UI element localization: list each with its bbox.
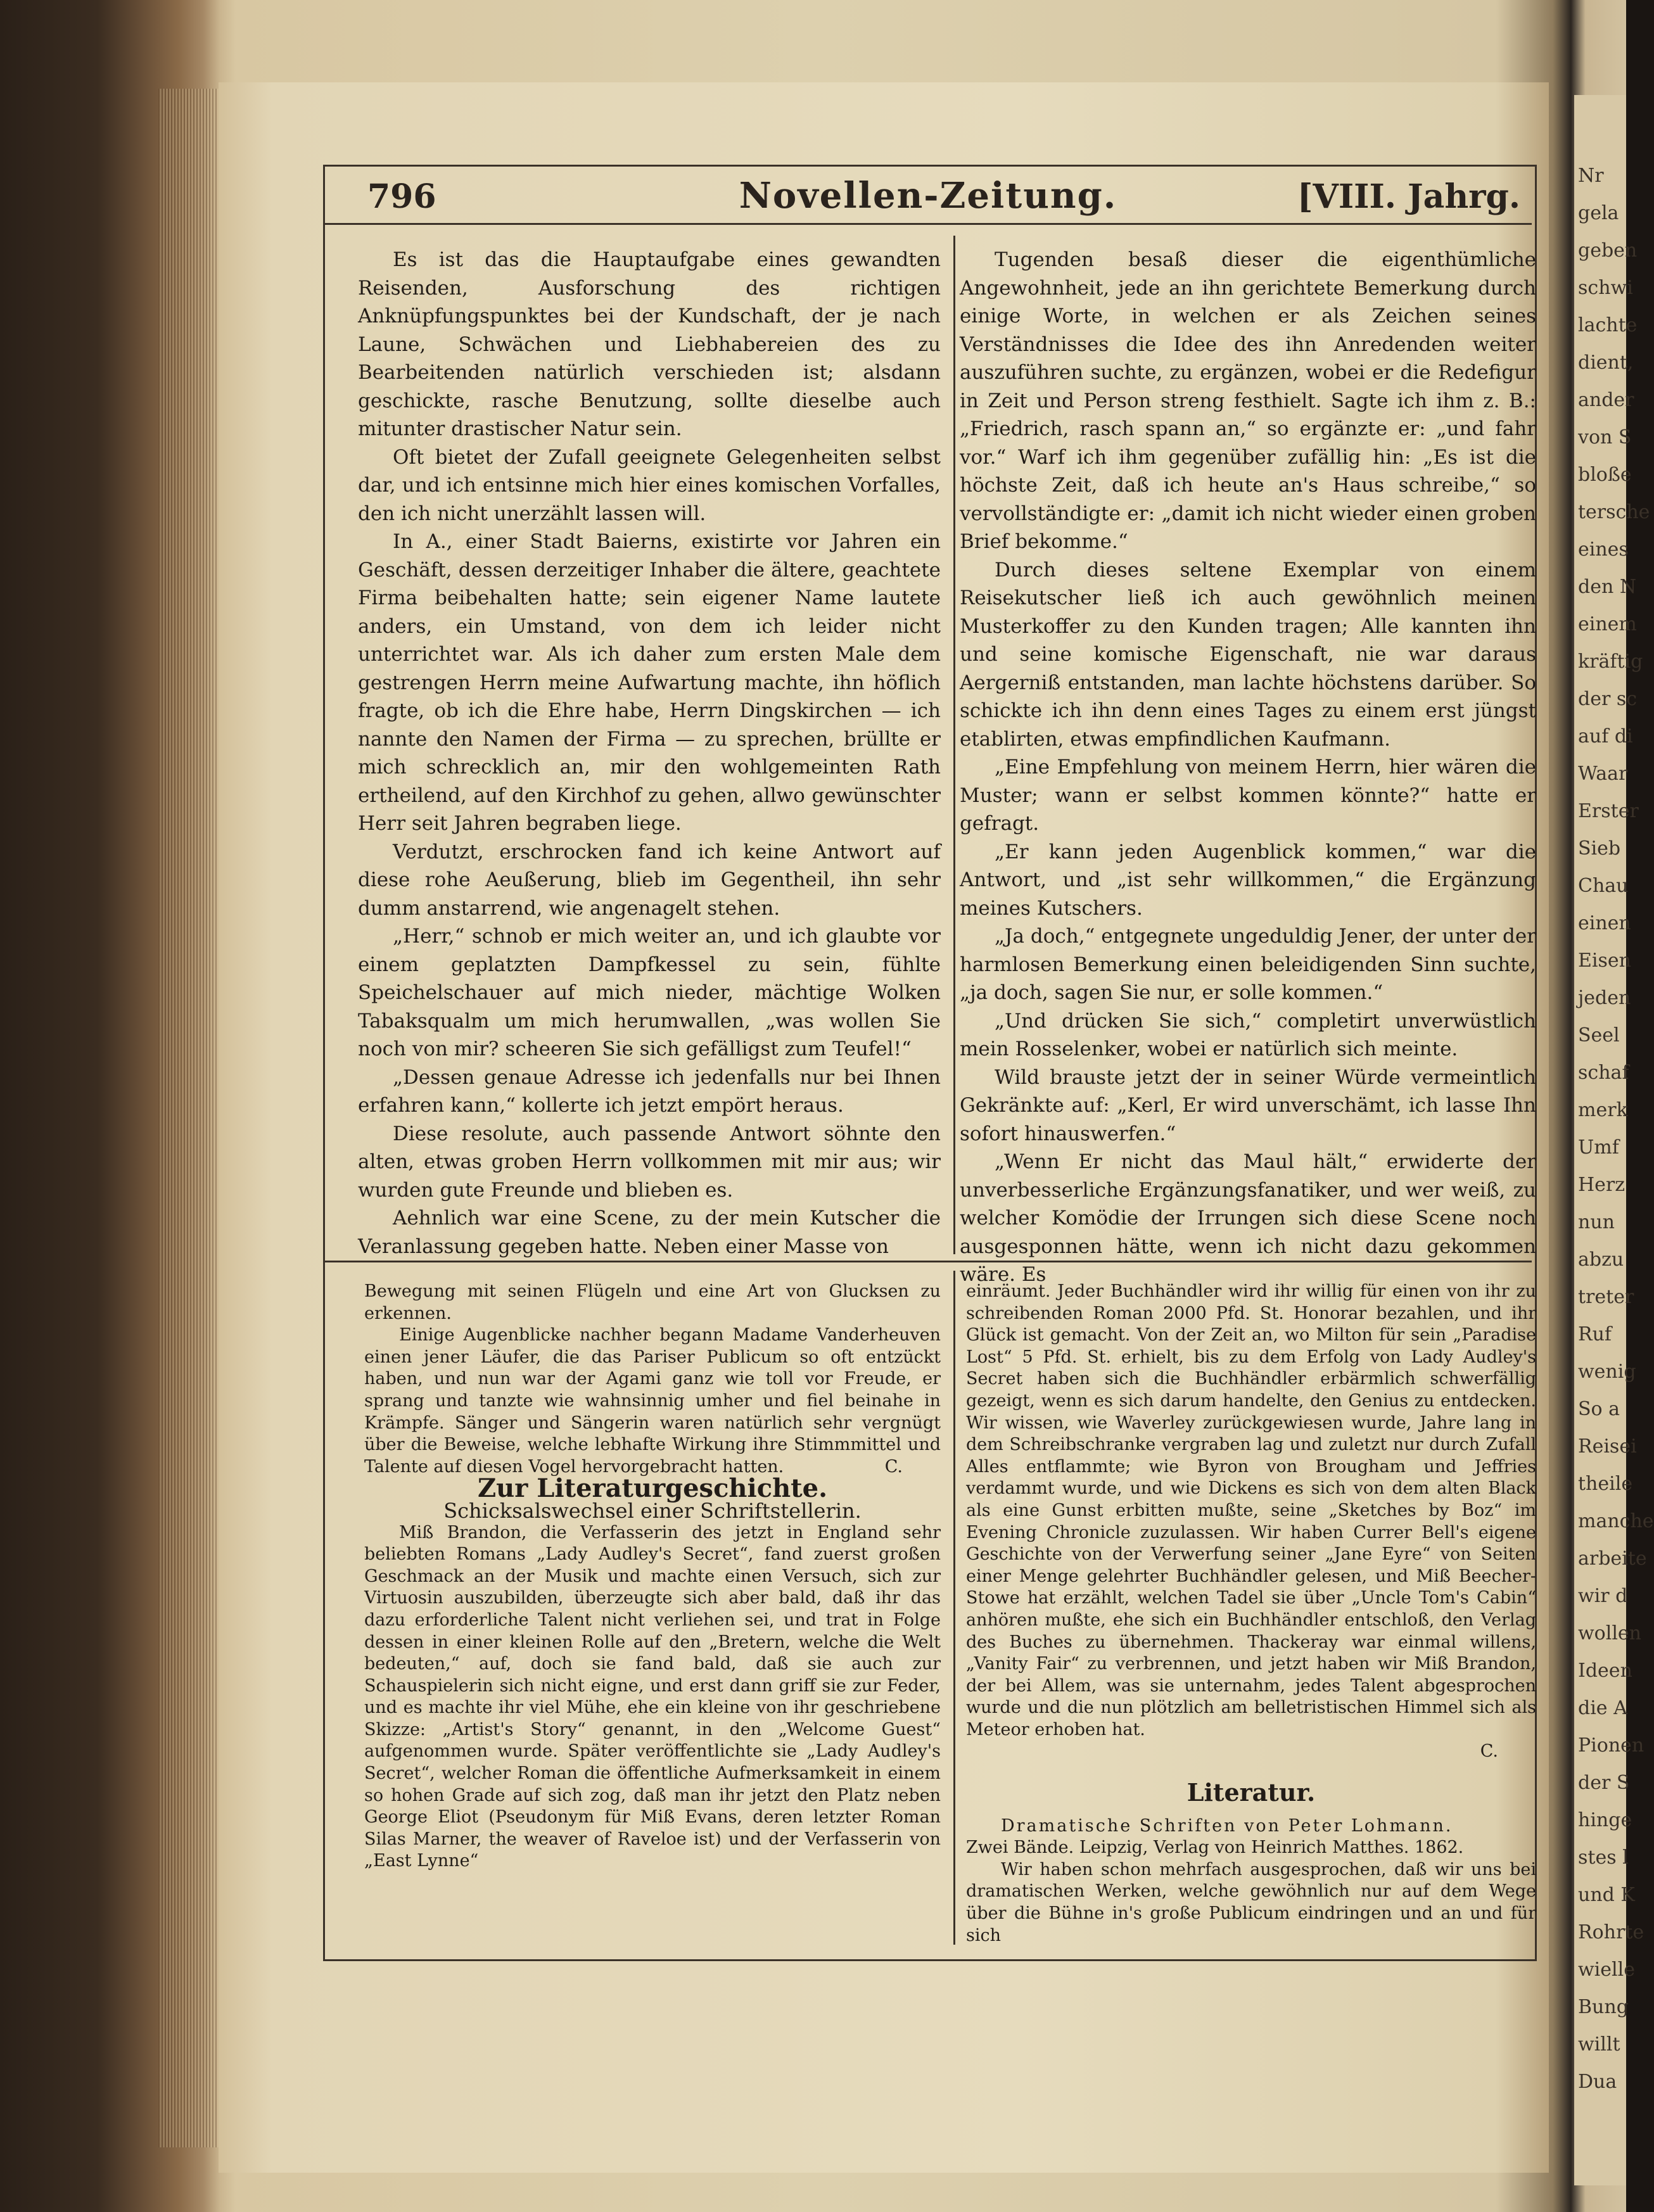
fragment-line: Sieb bbox=[1578, 837, 1621, 860]
fragment-line: Seel bbox=[1578, 1024, 1620, 1046]
paragraph: „Und drücken Sie sich,“ completirt unverwüstlich mein Rosselenker, wobei er natürlich sich meinte. bbox=[960, 1009, 1536, 1060]
opera-paragraph: Einige Augenblicke nachher begann Madame Vanderheuven einen jener Läufer, die das Pariser Publicum so oft entzückt haben, und nun war der Agami ganz wie toll vor Freude, er sprang und tanzte wie wahnsinnig umher und fiel beinahe in Krämpfe. Sänger und Sängerin waren natürlich sehr vergnügt über die Beweise, welche lebhafte Wirkung ihre Stimmmittel und Talente auf diesen Vogel hervorgebracht hatten. C. bbox=[364, 1325, 941, 1478]
fragment-line: manche bbox=[1578, 1510, 1654, 1532]
fragment-line: ander bbox=[1578, 389, 1634, 411]
paragraph: Aehnlich war eine Scene, zu der mein Kutscher die Veranlassung gegeben hatte. Neben einer Masse von bbox=[358, 1207, 941, 1258]
fragment-line: Chau bbox=[1578, 875, 1629, 897]
fragment-line: eines bbox=[1578, 538, 1629, 561]
header-rule bbox=[324, 223, 1532, 225]
lower-left-column bbox=[364, 1281, 941, 1872]
fragment-line: wenig bbox=[1578, 1361, 1636, 1383]
fragment-line: Nr bbox=[1578, 165, 1604, 187]
fragment-line: nun bbox=[1578, 1211, 1615, 1233]
fragment-line: geben bbox=[1578, 239, 1638, 262]
fragment-line: bloße bbox=[1578, 464, 1632, 486]
paragraph: Durch dieses seltene Exemplar von einem Reisekutscher ließ ich auch gewöhnlich meinen Musterkoffer zu den Kunden tragen; Alle kannten ihn und seine komische Eigenschaft, nie war daraus Aergerniß entstanden, man lachte höchstens darüber. So schickte ich ihn denn eines Tages zu einem erst jüngst etablirten, etwas empfindlichen Kaufmann. bbox=[960, 558, 1536, 751]
paragraph: Diese resolute, auch passende Antwort söhnte den alten, etwas groben Herrn vollkommen mit mir aus; wir wurden gute Freunde und blieben es. bbox=[358, 1122, 941, 1202]
fragment-line: wir d bbox=[1578, 1585, 1628, 1607]
review-text: Wir haben schon mehrfach ausgesprochen, daß wir uns bei dramatischen Werken, welche gewöhnlich nur auf dem Wege über die Bühne in's große Publicum eindringen und an und für sich bbox=[966, 1859, 1536, 1945]
fragment-line: Dua bbox=[1578, 2071, 1617, 2093]
lower-column-divider bbox=[953, 1271, 955, 1945]
running-title: Novellen-Zeitung. bbox=[739, 175, 1117, 217]
fragment-line: Waar bbox=[1578, 763, 1628, 785]
fragment-line: treter bbox=[1578, 1286, 1634, 1308]
continuation-text: Bewegung mit seinen Flügeln und eine Art von Glucksen zu erkennen. bbox=[364, 1281, 941, 1323]
fragment-line: Eisen bbox=[1578, 950, 1631, 972]
year-label: [VIII. Jahrg. bbox=[1297, 177, 1520, 216]
paragraph: Wild brauste jetzt der in seiner Würde vermeintlich Gekränkte auf: „Kerl, Er wird unverschämt, ich lasse Ihn sofort hinauswerfen.“ bbox=[960, 1065, 1536, 1145]
paragraph: „Ja doch,“ entgegnete ungeduldig Jener, der unter der harmlosen Bemerkung einen beleidigenden Sinn suchte, „ja doch, sagen Sie nur, er solle kommen.“ bbox=[960, 925, 1536, 1004]
book-page-edges bbox=[158, 89, 219, 2147]
fragment-line: schaf bbox=[1578, 1062, 1629, 1084]
fragment-line: von S bbox=[1578, 426, 1632, 448]
fragment-line: dient, bbox=[1578, 352, 1634, 374]
fragment-line: auf di bbox=[1578, 725, 1633, 747]
signature: C. bbox=[1480, 1741, 1498, 1762]
fragment-line: Rohrte bbox=[1578, 1921, 1644, 1943]
fragment-line: Ideen bbox=[1578, 1660, 1632, 1682]
fragment-line: einen bbox=[1578, 912, 1631, 934]
fragment-line: wollen bbox=[1578, 1622, 1642, 1644]
fragment-line: schwi bbox=[1578, 277, 1633, 299]
fragment-line: einem bbox=[1578, 613, 1637, 635]
fragment-line: Pionen bbox=[1578, 1734, 1644, 1757]
fragment-line: Herz bbox=[1578, 1174, 1625, 1196]
book-title-line: Dramatische Schriften von Peter Lohmann. bbox=[1001, 1815, 1453, 1836]
fragment-line: lachte bbox=[1578, 314, 1638, 336]
lower-right-column bbox=[966, 1281, 1536, 1947]
upper-left-column bbox=[358, 246, 941, 1261]
fragment-line: die A bbox=[1578, 1697, 1627, 1719]
paragraph: Oft bietet der Zufall geeignete Gelegenheiten selbst dar, und ich entsinne mich hier eines komischen Vorfalles, den ich nicht unerzählt lassen will. bbox=[358, 445, 941, 525]
paragraph: „Er kann jeden Augenblick kommen,“ war die Antwort, und „ist sehr willkommen,“ die Ergänzung meines Kutschers. bbox=[960, 840, 1536, 920]
brandon-article: Miß Brandon, die Verfasserin des jetzt in England sehr beliebten Romans „Lady Audley's Secret“, fand zuerst großen Geschmack an der Musik und machte einen Versuch, sich zur Virtuosin auszubilden, überzeugte sich aber bald, daß ihr das dazu erforderliche Talent nicht verliehen sei, und trat in Folge dessen in einer kleinen Rolle auf den „Bretern, welche die Welt bedeuten,“ auf, doch sie fand bald, daß sie auch zur Schauspielerin sich nicht eigne, und erst dann griff sie zur Feder, und es machte ihr viel Mühe, ehe ein kleine von ihr geschriebene Skizze: „Artist's Story“ genannt, in den „Welcome Guest“ aufgenommen wurde. Später veröffentlichte sie „Lady Audley's Secret“, welcher Roman die öffentliche Aufmerksamkeit in einem so hohen Grade auf sich zog, daß man ihr jetzt den Platz neben George Eliot (Pseudonym für Miß Evans, deren letzter Roman Silas Marner, the weaver of Raveloe ist) und der Verfasserin von „East Lynne“ bbox=[364, 1522, 941, 1871]
paragraph: „Herr,“ schnob er mich weiter an, und ich glaubte vor einem geplatzten Dampfkessel zu sein, fühlte Speichelschauer auf mich nieder, mächtige Wolken Tabaksqualm um mich herumwallen, „was wollen Sie noch von mir? scheeren Sie sich gefälligst zum Teufel!“ bbox=[358, 925, 941, 1060]
brandon-article-continued: einräumt. Jeder Buchhändler wird ihr willig für einen von ihr zu schreibenden Roman 2000 Pfd. St. Honorar bezahlen, und ihr Glück ist gemacht. Von der Zeit an, wo Milton für sein „Paradise Lost“ 5 Pfd. St. erhielt, bis zu dem Erfolg von Lady Audley's Secret haben sich die Buchhändler erbärmlich schwerfällig gezeigt, wenn es sich darum handelte, den Genius zu entdecken. Wir wissen, wie Waverley zurückgewiesen wurde, Jahre lang in dem Schreibschranke vergraben lag und zuletzt nur durch Zufall Alles entflammte; wie Byron von Brougham und Jeffries verdammt wurde, und wie Dickens es sich von dem alten Black als eine Gunst erbitten mußte, seine „Sketches by Boz“ im Evening Chronicle zuzulassen. Wir haben Currer Bell's eigene Geschichte von der Verwerfung seiner „Jane Eyre“ von Seiten einer Menge gelehrter Buchhändler gelesen, und Miß Beecher-Stowe hat erzählt, welchen Tadel sie über „Uncle Tom's Cabin“ anhören mußte, ehe sich ein Buchhändler entschloß, den Verlag des Buches zu übernehmen. Thackeray war einmal willens, „Vanity Fair“ zu verbrennen, und jetzt haben wir Miß Brandon, der bei Allem, was sie unternahm, jedes Talent abgesprochen wurde und die nun plötzlich am belletristischen Himmel sich als Meteor erhoben hat. bbox=[966, 1281, 1536, 1739]
fragment-line: kräftig bbox=[1578, 651, 1643, 673]
facing-page-fragment bbox=[1574, 95, 1654, 2185]
literature-title: Literatur. bbox=[1186, 1778, 1316, 1807]
fragment-line: So a bbox=[1578, 1398, 1620, 1420]
fragment-line: stes l bbox=[1578, 1847, 1629, 1869]
fragment-line: merk bbox=[1578, 1099, 1628, 1121]
fragment-line: willt bbox=[1578, 2033, 1620, 2056]
paragraph: „Dessen genaue Adresse ich jedenfalls nur bei Ihnen erfahren kann,“ kollerte ich jetzt empört heraus. bbox=[358, 1065, 941, 1117]
signature: C. bbox=[884, 1456, 903, 1477]
fragment-line: Ruf bbox=[1578, 1323, 1612, 1345]
fragment-line: wielle bbox=[1578, 1959, 1635, 1981]
fragment-line: Bung bbox=[1578, 1996, 1629, 2018]
upper-column-divider bbox=[953, 236, 955, 1254]
fragment-line: theile bbox=[1578, 1473, 1633, 1495]
fragment-line: und K bbox=[1578, 1884, 1635, 1906]
fragment-line: gela bbox=[1578, 202, 1619, 224]
fragment-line: Reisei bbox=[1578, 1435, 1637, 1458]
fragment-line: abzu bbox=[1578, 1249, 1624, 1271]
book-publisher-line: Zwei Bände. Leipzig, Verlag von Heinrich Matthes. 1862. bbox=[966, 1838, 1464, 1858]
paragraph: „Eine Empfehlung von meinem Herrn, hier wären die Muster; wann er selbst kommen könnte?“ hatte er gefragt. bbox=[960, 756, 1536, 835]
fragment-line: arbeite bbox=[1578, 1548, 1647, 1570]
fragment-line: jeden bbox=[1578, 987, 1631, 1009]
fragment-line: tersche bbox=[1578, 501, 1650, 523]
section-title: Zur Literaturgeschichte. bbox=[477, 1473, 827, 1504]
page-header bbox=[329, 166, 1527, 223]
fragment-line: den N bbox=[1578, 576, 1637, 598]
paragraph: Es ist das die Hauptaufgabe eines gewandten Reisenden, Ausforschung des richtigen Anknüpfungspunktes bei der Kundschaft, der je nach Laune, Schwächen und Liebhabereien des zu Bearbeitenden natürlich verschieden ist; alsdann geschickte, rasche Benutzung, sollte dieselbe auch mitunter drastischer Natur sein. bbox=[358, 248, 941, 440]
paragraph: Tugenden besaß dieser die eigenthümliche Angewohnheit, jede an ihn gerichtete Bemerkung durch einige Worte, in welchen er als Zeichen seines Verständnisses die Idee des ihn Anredenden weiter auszuführen suchte, zu ergänzen, wobei er die Redefigur in Zeit und Person streng festhielt. Sagte ich ihm z. B.: „Friedrich, rasch spann an,“ so ergänzte er: „und fahr vor.“ Warf ich ihm gegenüber zufällig hin: „Es ist die höchste Zeit, daß ich heute an's Haus schreibe,“ so vervollständigte er: „damit ich nicht wieder einen groben Brief bekomme.“ bbox=[960, 248, 1536, 553]
fragment-line: der sc bbox=[1578, 688, 1638, 710]
fragment-line: Umf bbox=[1578, 1136, 1619, 1159]
fragment-line: der S bbox=[1578, 1772, 1630, 1794]
upper-right-column bbox=[960, 246, 1536, 1289]
page-number: 796 bbox=[367, 177, 436, 216]
fragment-line: Erster bbox=[1578, 800, 1639, 822]
paragraph: Verdutzt, erschrocken fand ich keine Antwort auf diese rohe Aeußerung, blieb im Gegentheil, ihn sehr dumm anstarrend, wie angenagelt stehen. bbox=[358, 840, 941, 920]
paragraph: In A., einer Stadt Baierns, existirte vor Jahren ein Geschäft, dessen derzeitiger Inhaber die ältere, geachtete Firma beibehalten hatte; sein eigener Name lautete anders, ein Umstand, von dem ich leider nicht unterrichtet war. Als ich daher zum ersten Male dem gestrengen Herrn meine Aufwartung machte, ihn höflich fragte, ob ich die Ehre habe, Herrn Dingskirchen — ich nannte den Namen der Firma — zu sprechen, brüllte er mich schrecklich an, mir den wohlgemeinten Rath ertheilend, auf den Kirchhof zu gehen, allwo gewünschter Herr seit Jahren begraben liege. bbox=[358, 530, 941, 835]
fragment-line: hinge bbox=[1578, 1809, 1632, 1831]
paragraph: „Wenn Er nicht das Maul hält,“ erwiderte der unverbesserliche Ergänzungsfanatiker, und wer weiß, zu welcher Komödie der Irrungen sich diese Scene noch ausgesponnen hätte, wenn ich nicht dazu gekommen wäre. Es bbox=[960, 1150, 1536, 1286]
section-subtitle: Schicksalswechsel einer Schriftstellerin. bbox=[443, 1498, 862, 1523]
